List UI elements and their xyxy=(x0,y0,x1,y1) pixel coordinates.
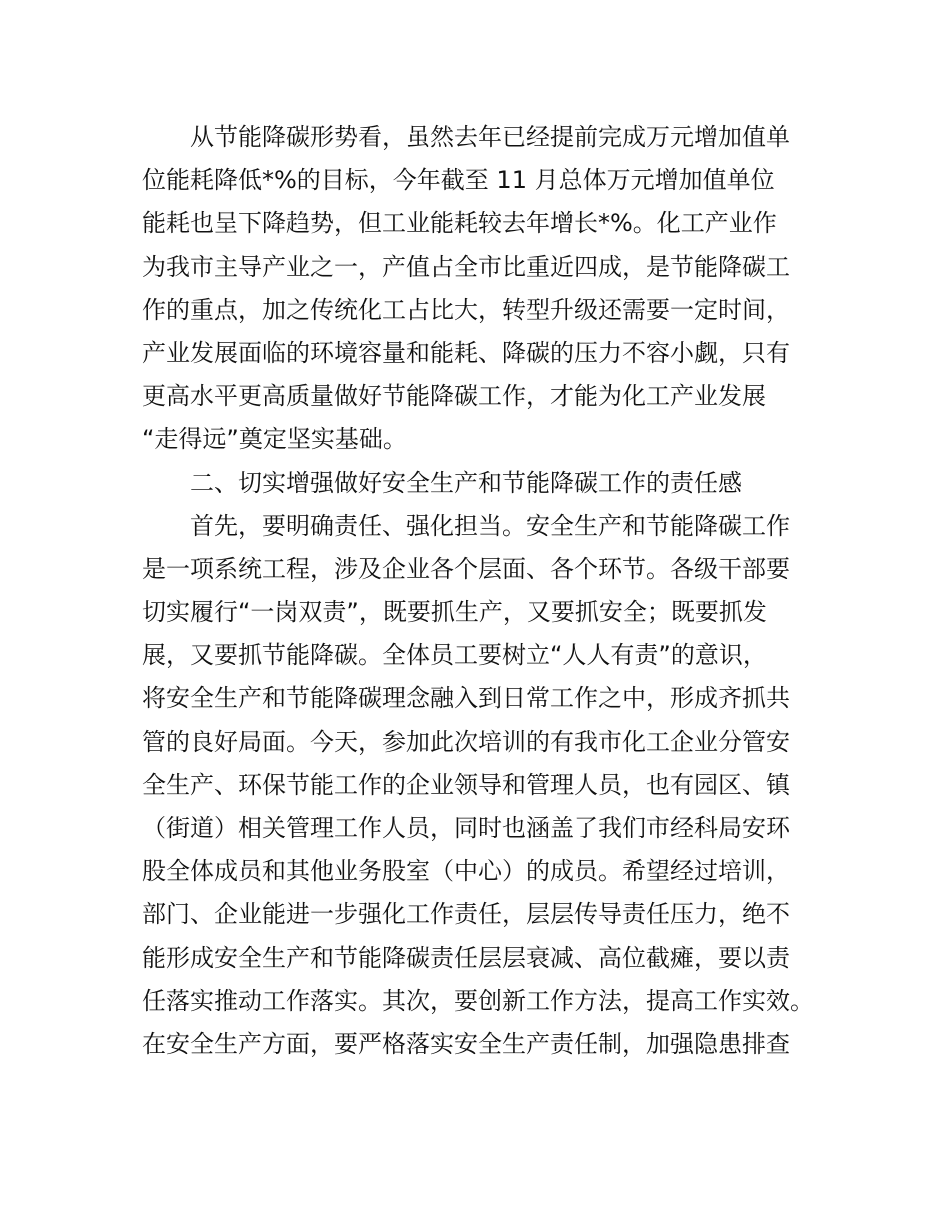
paragraph-line: 全生产、环保节能工作的企业领导和管理人员，也有园区、镇 xyxy=(142,770,790,799)
paragraph-line: 管的良好局面。今天，参加此次培训的有我市化工企业分管安 xyxy=(142,727,790,756)
paragraph-line: 在安全生产方面，要严格落实安全生产责任制，加强隐患排查 xyxy=(142,1029,790,1058)
paragraph-line: 任落实推动工作落实。其次，要创新工作方法，提高工作实效。 xyxy=(142,986,814,1015)
paragraph-line: 为我市主导产业之一，产值占全市比重近四成，是节能降碳工 xyxy=(142,252,790,281)
paragraph-line: 产业发展面临的环境容量和能耗、降碳的压力不容小觑，只有 xyxy=(142,338,790,367)
paragraph-line: 是一项系统工程，涉及企业各个层面、各个环节。各级干部要 xyxy=(142,554,790,583)
paragraph-line: 股全体成员和其他业务股室（中心）的成员。希望经过培训， xyxy=(142,857,790,886)
paragraph-line: 位能耗降低*%的目标，今年截至 11 月总体万元增加值单位 xyxy=(142,166,775,195)
paragraph-line: 从节能降碳形势看，虽然去年已经提前完成万元增加值单 xyxy=(190,123,790,151)
section-heading: 二、切实增强做好安全生产和节能降碳工作的责任感 xyxy=(190,468,742,497)
paragraph-line: 部门、企业能进一步强化工作责任，层层传导责任压力，绝不 xyxy=(142,900,790,929)
paragraph-line: 切实履行“一岗双责”，既要抓生产，又要抓安全；既要抓发 xyxy=(142,598,767,627)
paragraph-line: 将安全生产和节能降碳理念融入到日常工作之中，形成齐抓共 xyxy=(142,684,790,713)
document-body xyxy=(142,116,832,1066)
paragraph-line: 首先，要明确责任、强化担当。安全生产和节能降碳工作 xyxy=(190,511,790,540)
paragraph-line: 能耗也呈下降趋势，但工业能耗较去年增长*%。化工产业作 xyxy=(142,209,777,238)
paragraph-line: 展，又要抓节能降碳。全体员工要树立“人人有责”的意识， xyxy=(142,641,767,670)
paragraph-line: 更高水平更高质量做好节能降碳工作，才能为化工产业发展 xyxy=(142,382,766,411)
paragraph-line: “走得远”奠定坚实基础。 xyxy=(142,425,407,454)
paragraph-line: （街道）相关管理工作人员，同时也涵盖了我们市经科局安环 xyxy=(142,814,790,842)
paragraph-line: 作的重点，加之传统化工占比大，转型升级还需要一定时间， xyxy=(142,295,790,324)
paragraph-line: 能形成安全生产和节能降碳责任层层衰减、高位截瘫，要以责 xyxy=(142,943,790,972)
